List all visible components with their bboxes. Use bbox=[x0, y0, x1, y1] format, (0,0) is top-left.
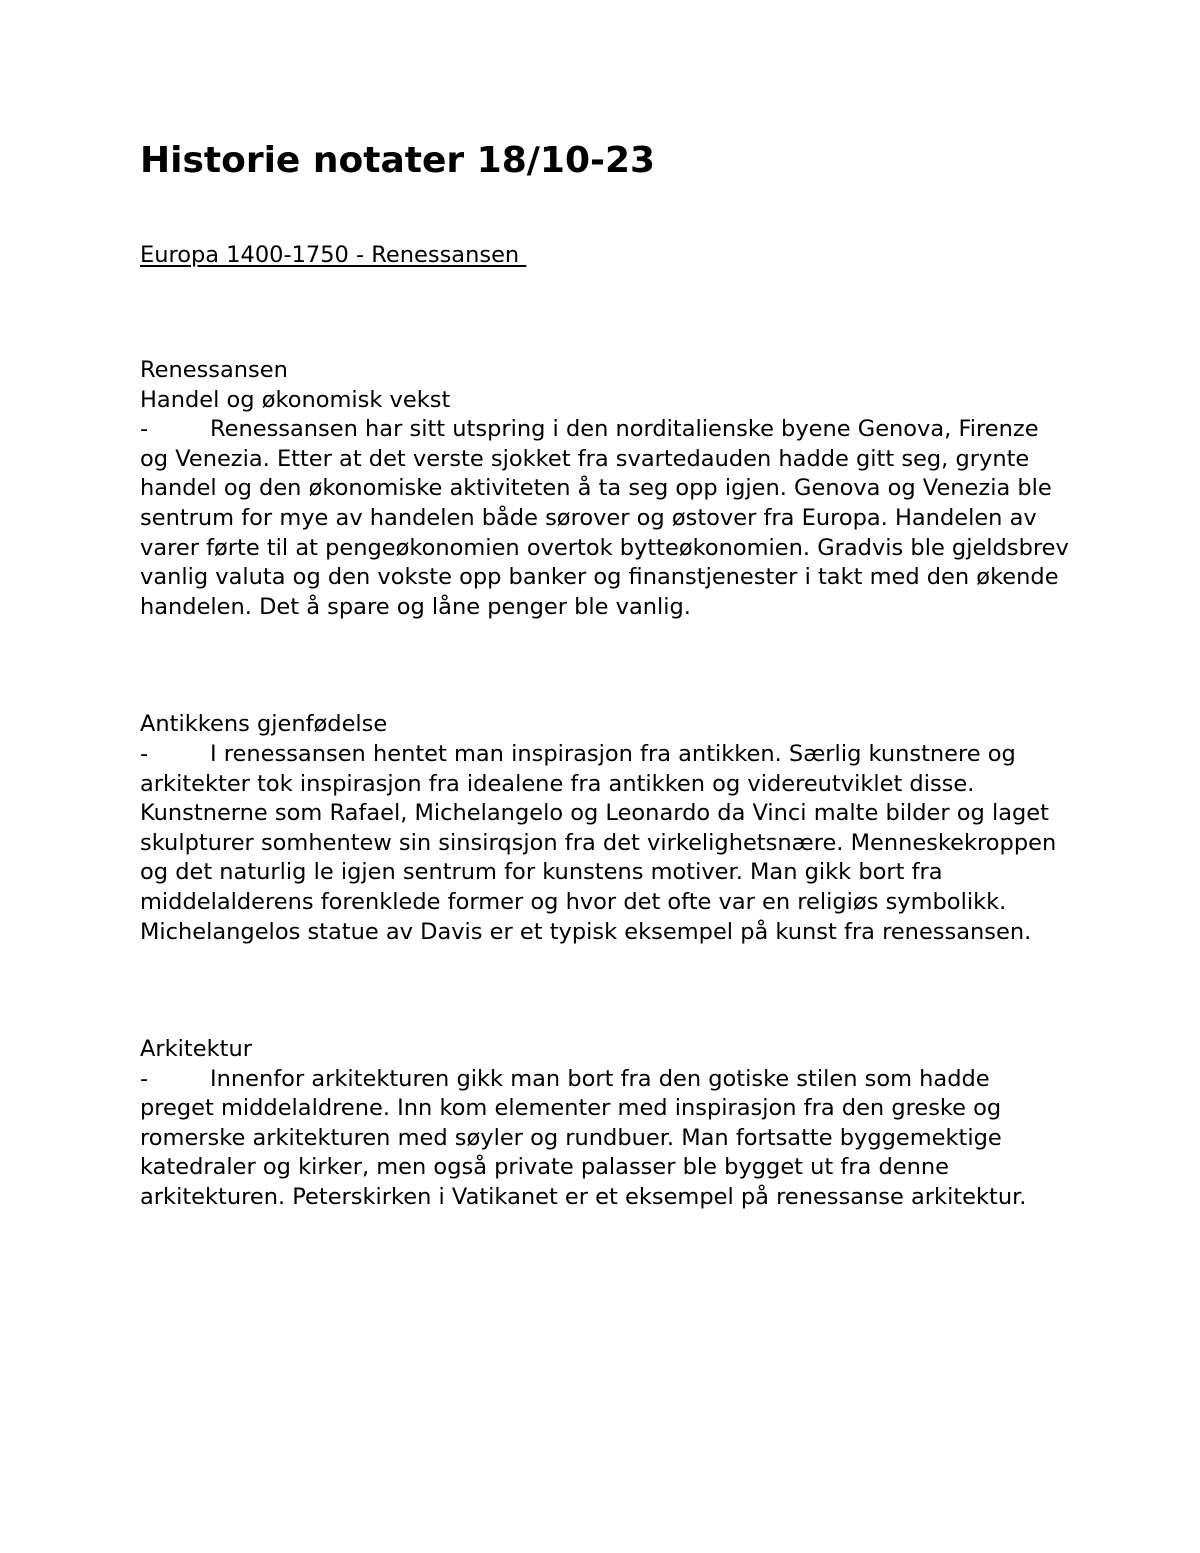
section-paragraph bbox=[140, 415, 1070, 622]
section-heading: Antikkens gjenfødelse bbox=[140, 711, 388, 738]
document-title: Historie notater 18/10-23 bbox=[140, 140, 656, 181]
bullet-dash: - bbox=[140, 1065, 149, 1092]
section-antikkens-gjenfodelse bbox=[140, 710, 1070, 947]
paragraph-text: I renessansen hentet man inspirasjon fra antikken. Særlig kunstnere og arkitekter tok inspirasjon fra idealene fra antikken og videreutviklet disse. Kunstnerne som Rafael, Michelangelo og Leonardo da Vinci malte bilder og laget skulpturer somhentew sin sinsirqsjon fra det virkelighetsnære. Menneskekroppen og det naturlig le igjen sentrum for kunstens motiver. Man gikk bort fra middelalderens forenklede former og hvor det ofte var en religiøs symbolikk. Michelangelos statue av Davis er et typisk eksempel på kunst fra renessansen. bbox=[140, 740, 1057, 945]
section-paragraph bbox=[140, 740, 1070, 947]
section-paragraph bbox=[140, 1065, 1070, 1213]
paragraph-text: Innenfor arkitekturen gikk man bort fra den gotiske stilen som hadde preget middelaldrene. Inn kom elementer med inspirasjon fra den greske og romerske arkitekturen med søyler og rundbuer. Man fortsatte byggemektige katedraler og kirker, men også private palasser ble bygget ut fra denne arkitekturen. Peterskirken i Vatikanet er et eksempel på renessanse arkitektur. bbox=[140, 1065, 1027, 1211]
bullet-dash: - bbox=[140, 416, 149, 443]
bullet-dash: - bbox=[140, 740, 149, 767]
section-renessansen bbox=[140, 356, 1070, 622]
paragraph-text: Renessansen har sitt utspring i den norditalienske byene Genova, Firenze og Venezia. Etter at det verste sjokket fra svartedauden hadde gitt seg, grynte handel og den økonomiske aktiviteten å ta seg opp igjen. Genova og Venezia ble sentrum for mye av handelen både sørover og østover fra Europa. Handelen av varer førte til at pengeøkonomien overtok bytteøkonomien. Gradvis ble gjeldsbrev vanlig valuta og den vokste opp banker og finanstjenester i takt med den økende handelen. Det å spare og låne penger ble vanlig. bbox=[140, 416, 1069, 620]
section-subheading: Handel og økonomisk vekst bbox=[140, 386, 451, 413]
document-page bbox=[140, 138, 1070, 1213]
document-subtitle: Europa 1400-1750 - Renessansen bbox=[140, 242, 527, 268]
section-heading: Arkitektur bbox=[140, 1036, 252, 1063]
section-arkitektur bbox=[140, 1035, 1070, 1213]
section-heading: Renessansen bbox=[140, 357, 288, 383]
